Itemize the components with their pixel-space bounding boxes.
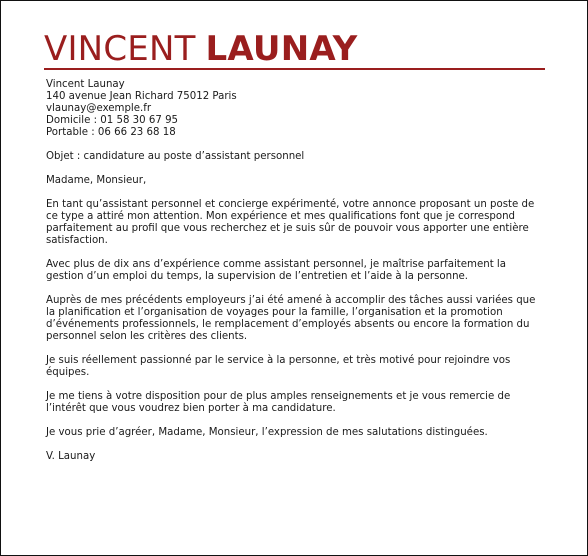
letter-paragraph-2: Avec plus de dix ans d’expérience comme assistant personnel, je maîtrise parfaitement la gestion d’un emploi du temps, la supervision de l’entretien et l’aide à la personne.: [46, 259, 506, 282]
letter-paragraph-5: Je me tiens à votre disposition pour de plus amples renseignements et je vous remercie de l’intérêt que vous voudrez bien porter à ma candidature.: [46, 391, 511, 414]
letter-signature: V. Launay: [46, 451, 96, 462]
sender-address: 140 avenue Jean Richard 75012 Paris: [46, 91, 237, 102]
header-last-name: LAUNAY: [205, 29, 358, 69]
sender-mobile-phone: Portable : 06 66 23 68 18: [46, 127, 176, 138]
header-divider: [44, 68, 545, 70]
sender-email: vlaunay@exemple.fr: [46, 103, 152, 114]
sender-block: [46, 79, 546, 139]
letter-closing: Je vous prie d’agréer, Madame, Monsieur, l’expression de mes salutations distinguées.: [46, 427, 488, 438]
letter-header: [44, 29, 357, 69]
header-first-name: VINCENT: [44, 29, 196, 69]
letter-paragraph-4: Je suis réellement passionné par le service à la personne, et très motivé pour rejoindre vos équipes.: [46, 355, 511, 378]
letter-paragraph-1: En tant qu’assistant personnel et concierge expérimenté, votre annonce proposant un poste de ce type a attiré mon attention. Mon expérience et mes qualifications font que je correspond parfaitement au profil que vous recherchez et je suis sûr de pouvoir vous apporter une entière satisfaction.: [46, 199, 535, 246]
sender-home-phone: Domicile : 01 58 30 67 95: [46, 115, 179, 126]
letter-salutation: Madame, Monsieur,: [46, 175, 147, 186]
sender-name: Vincent Launay: [46, 79, 125, 90]
letter-paragraph-3: Auprès de mes précédents employeurs j’ai été amené à accomplir des tâches aussi variées que la planification et l’organisation de voyages pour la famille, l’organisation et la promotion d’événements professionnels, le remplacement d’employés absents ou encore la formation du personnel selon les critères des clients.: [46, 295, 536, 342]
letter-subject: Objet : candidature au poste d’assistant personnel: [46, 151, 305, 162]
letter-body: [46, 79, 546, 475]
